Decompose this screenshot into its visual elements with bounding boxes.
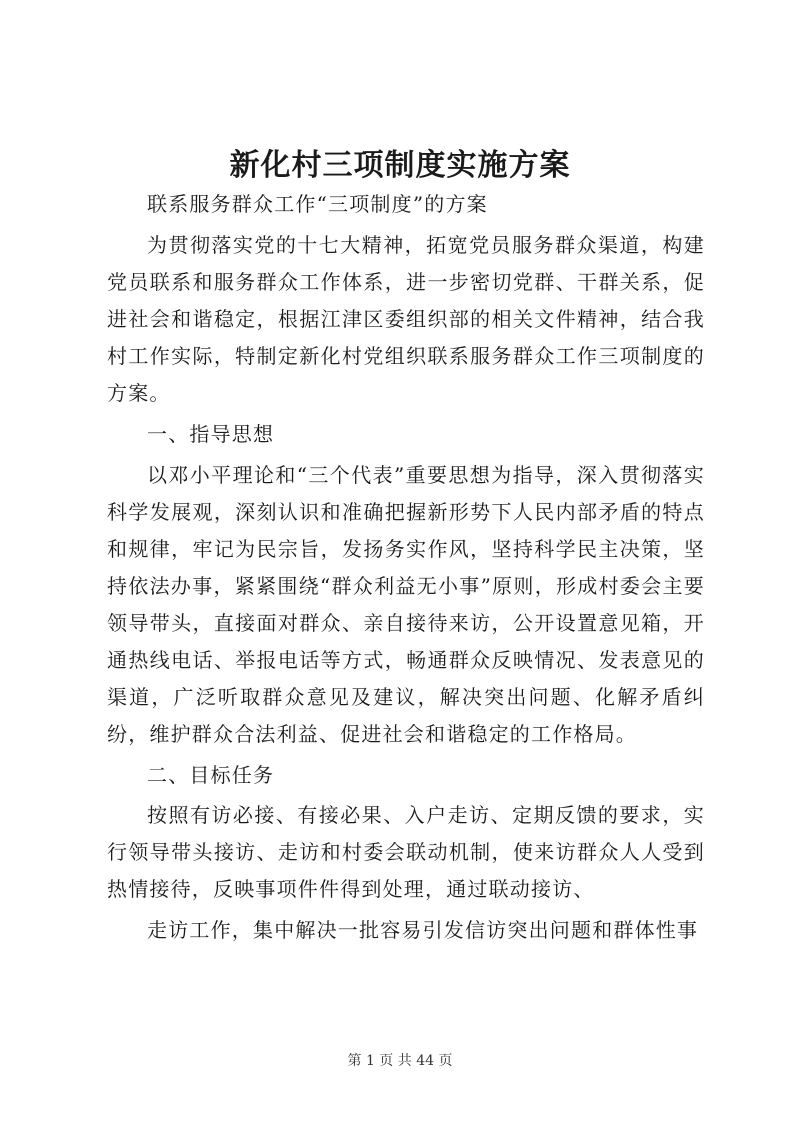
- page-number-footer: 第 1 页 共 44 页: [347, 1053, 453, 1069]
- paragraph-objectives: 按照有访必接、有接必果、入户走访、定期反馈的要求，实行领导带头接访、走访和村委会联动机制，使来访群众人人受到热情接待，反映事项件件得到处理，通过联动接访、: [107, 803, 705, 902]
- document-body: [107, 186, 705, 953]
- paragraph-intro: 为贯彻落实党的十七大精神，拓宽党员服务群众渠道，构建党员联系和服务群众工作体系，进一步密切党群、干群关系，促进社会和谐稳定，根据江津区委组织部的相关文件精神，结合我村工作实际，特制定新化村党组织联系服务群众工作三项制度的方案。: [107, 232, 705, 405]
- section-heading-objectives: 二、目标任务: [147, 762, 275, 787]
- paragraph-continued: 走访工作，集中解决一批容易引发信访突出问题和群体性事: [147, 918, 699, 943]
- paragraph-guiding-ideology: 以邓小平理论和“三个代表”重要思想为指导，深入贯彻落实科学发展观，深刻认识和准确把握新形势下人民内部矛盾的特点和规律，牢记为民宗旨，发扬务实作风，坚持科学民主决策，坚持依法办事，紧紧围绕“群众利益无小事”原则，形成村委会主要领导带头，直接面对群众、亲自接待来访，公开设置意见箱，开通热线电话、举报电话等方式，畅通群众反映情况、发表意见的渠道，广泛听取群众意见及建议，解决突出问题、化解矛盾纠纷，维护群众合法利益、促进社会和谐稳定的工作格局。: [107, 462, 705, 746]
- paragraph-subtitle: 联系服务群众工作“三项制度”的方案: [147, 192, 488, 216]
- section-heading-guiding-ideology: 一、指导思想: [147, 421, 275, 446]
- document-title: 新化村三项制度实施方案: [229, 148, 571, 183]
